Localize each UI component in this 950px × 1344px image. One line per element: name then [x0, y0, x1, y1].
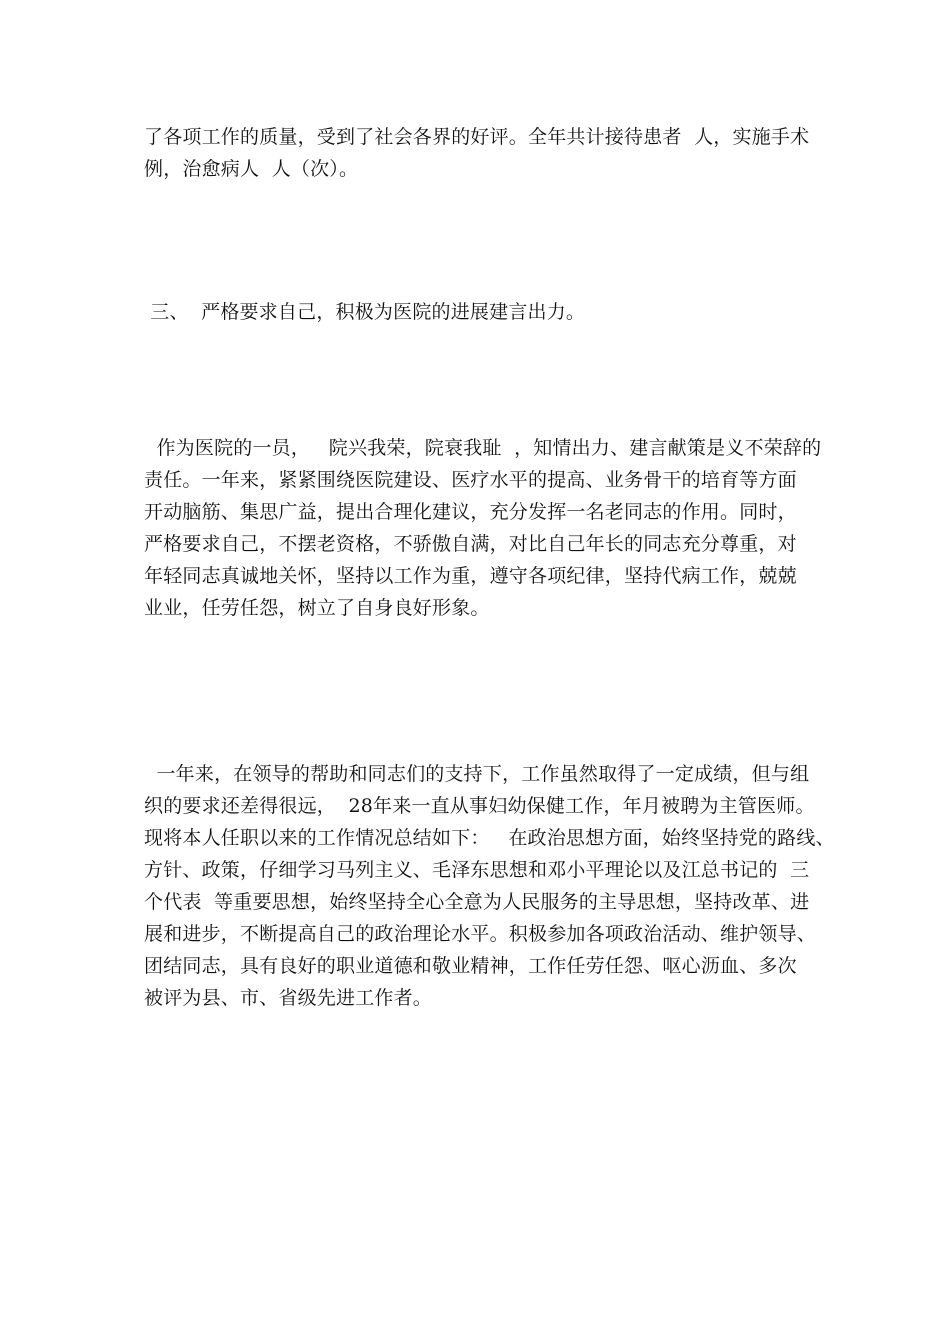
section-heading-three	[144, 296, 824, 328]
text-line: 严格要求自己，不摆老资格，不骄傲自满，对比自己年长的同志充分尊重，对	[144, 533, 797, 555]
text-line: 展和进步，不断提高自己的政治理论水平。积极参加各项政治活动、维护领导、	[144, 923, 817, 945]
text-line: 年轻同志真诚地关怀，坚持以工作为重，遵守各项纪律，坚持代病工作，兢兢	[144, 565, 797, 587]
text-line: 开动脑筋、集思广益，提出合理化建议，充分发挥一名老同志的作用。同时，	[144, 501, 797, 523]
text-line: 被评为县、市、省级先进工作者。	[144, 987, 433, 1009]
text-line: 作为医院的一员， 院兴我荣，院衰我耻 ，知情出力、建言献策是义不荣辞的	[144, 437, 822, 459]
text-line: 织的要求还差得很远， 28年来一直从事妇幼保健工作，年月被聘为主管医师。	[144, 795, 815, 817]
paragraph-hospital-member	[144, 432, 824, 624]
paragraph-hospital-quality	[144, 121, 824, 185]
paragraph-work-summary	[144, 758, 835, 1014]
text-line: 团结同志，具有良好的职业道德和敬业精神，工作任劳任怨、呕心沥血、多次	[144, 955, 797, 977]
text-line: 个代表 等重要思想，始终坚持全心全意为人民服务的主导思想，坚持改革、进	[144, 891, 810, 913]
text-line: 现将本人任职以来的工作情况总结如下： 在政治思想方面，始终坚持党的路线、	[144, 827, 835, 849]
text-line: 责任。一年来，紧紧围绕医院建设、医疗水平的提高、业务骨干的培育等方面	[144, 469, 797, 491]
section-heading-text: 三、 严格要求自己，积极为医院的进展建言出力。	[144, 301, 586, 323]
text-line: 业业，任劳任怨，树立了自身良好形象。	[144, 597, 490, 619]
text-line: 方针、政策，仔细学习马列主义、毛泽东思想和邓小平理论以及江总书记的 三	[144, 859, 810, 881]
text-line: 了各项工作的质量，受到了社会各界的好评。全年共计接待患者 人，实施手术	[144, 126, 810, 148]
text-line: 一年来，在领导的帮助和同志们的支持下，工作虽然取得了一定成绩，但与组	[144, 763, 810, 785]
text-line: 例，治愈病人 人（次）。	[144, 158, 359, 180]
